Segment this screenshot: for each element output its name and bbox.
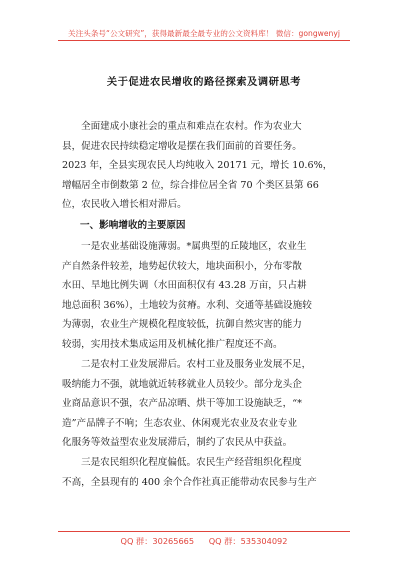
text-line: 化服务等效益型农业发展滞后，制约了农民从中获益。 [62, 437, 293, 449]
qq-group-2: QQ 群：535304092 [208, 536, 288, 546]
text-line: 吸纳能力不强，就地就近转移就业人员较少。部分龙头企 [62, 378, 302, 390]
text-line: 地总面积 36%），土地较为贫瘠。水利、交通等基础设施较 [62, 299, 312, 311]
reason2-paragraph [62, 355, 354, 453]
text-line: 增幅居全市倒数第 2 位，综合排位居全省 70 个类区县第 66 [62, 179, 319, 191]
text-line: 县，促进农民持续稳定增收是摆在我们面前的首要任务。 [62, 140, 302, 152]
reason3-paragraph [62, 453, 354, 492]
text-line: 2023 年，全县实现农民人均纯收入 20171 元，增长 10.6%， [62, 160, 333, 172]
footer [0, 536, 408, 547]
header-banner: 关注头条号“公文研究”，获得最新最全最专业的公文资料库！ 微信：gongwenyj [68, 29, 340, 38]
text-line: 二是农村工业发展滞后。农村工业及服务业发展不足， [81, 359, 312, 370]
footer-divider [58, 531, 350, 532]
text-line: 业商品意识不强，农产品凉晒、烘干等加工设施缺乏，“* [62, 398, 302, 410]
text-line: 较弱，实用技术集成运用及机械化推广程度还不高。 [62, 338, 283, 350]
text-line: 为薄弱，农业生产规模化程度较低，抗御自然灾害的能力 [62, 319, 302, 331]
text-line: 水田、旱地比例失调（水田面积仅有 43.28 万亩，只占耕 [62, 280, 307, 292]
document-title: 关于促进农民增收的路径探索及调研思考 [106, 77, 302, 88]
text-line: 不高，全县现有的 400 余个合作社真正能带动农民参与生产 [62, 476, 317, 488]
text-line: 三是农民组织化程度偏低。农民生产经营组织化程度 [81, 457, 302, 468]
reason1-paragraph [62, 237, 354, 355]
header-divider [58, 40, 350, 41]
text-line: 全面建成小康社会的重点和难点在农村。作为农业大 [81, 121, 302, 132]
section-heading: 一、影响增收的主要原因 [80, 220, 186, 231]
qq-group-1: QQ 群：30265665 [120, 536, 195, 546]
intro-paragraph [62, 117, 354, 215]
text-line: 一是农业基础设施薄弱。*属典型的丘陵地区，农业生 [81, 241, 307, 252]
text-line: 造”产品牌子不响；生态农业、休闲观光农业及农业专业 [62, 417, 298, 429]
text-line: 位，农民收入增长相对滞后。 [62, 199, 187, 211]
text-line: 产自然条件较差，地势起伏较大，地块面积小，分布零散 [62, 260, 302, 272]
